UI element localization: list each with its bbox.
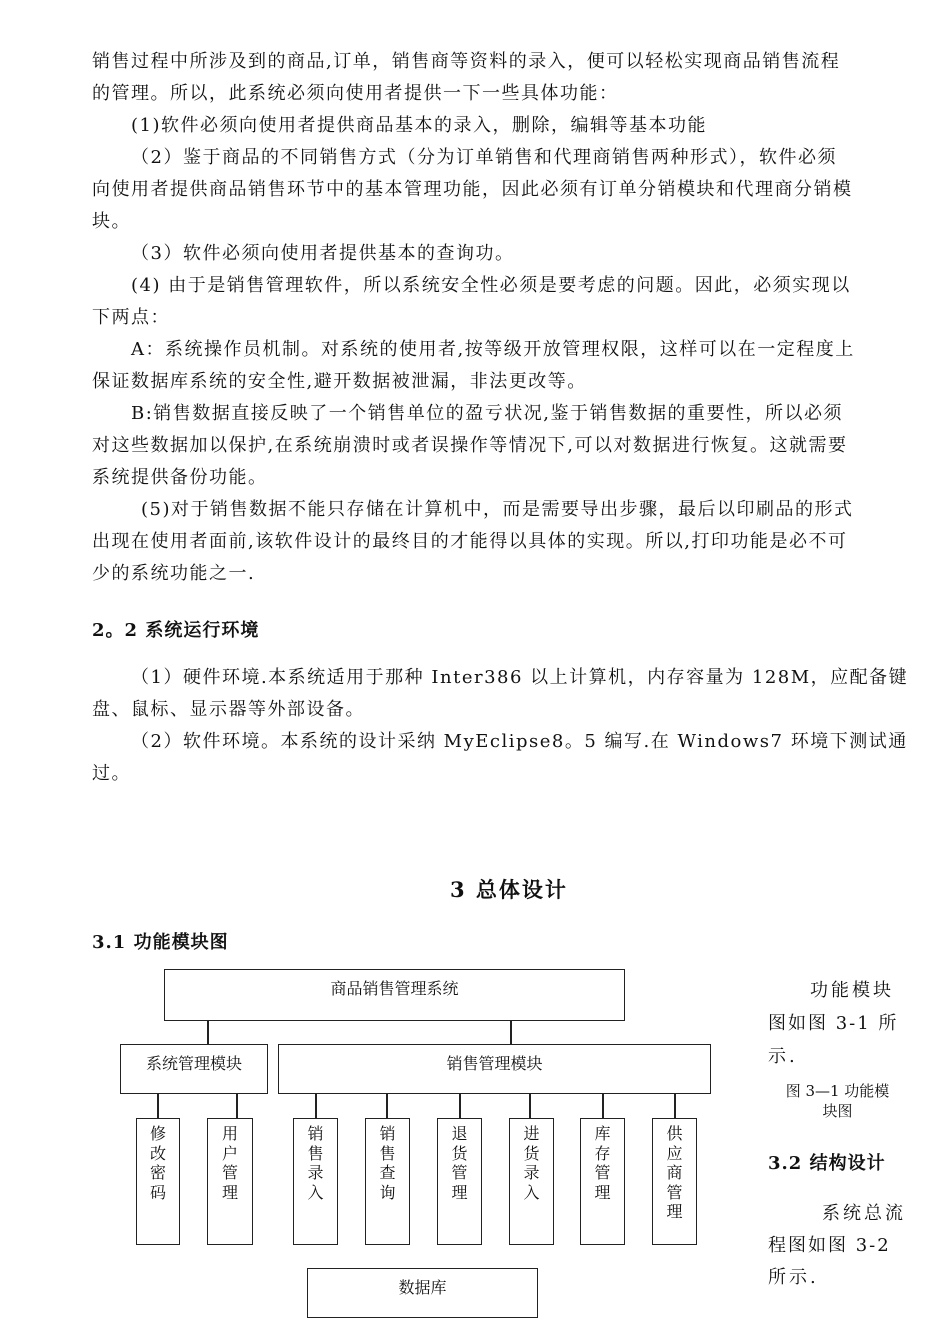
section-heading: 2。2 系统运行环境 xyxy=(92,620,260,641)
body-line: 销售过程中所涉及到的商品,订单，销售商等资料的录入，便可以轻松实现商品销售流程 xyxy=(92,51,841,72)
diagram-leaf-box xyxy=(437,1118,482,1245)
side-text-line: 所示. xyxy=(768,1267,819,1288)
diagram-leaf-box xyxy=(293,1118,338,1245)
body-line: A：系统操作员机制。对系统的使用者,按等级开放管理权限，这样可以在一定程度上 xyxy=(131,339,855,360)
leaf-label: 销售查询 xyxy=(379,1124,396,1202)
body-line: 块。 xyxy=(92,211,131,232)
diagram-sales-module-box: 销售管理模块 xyxy=(278,1044,711,1094)
side-text-line: 功能模块 xyxy=(810,980,894,1001)
diagram-leaf-box xyxy=(652,1118,697,1245)
caption-line: 块图 xyxy=(822,1102,853,1120)
section-heading: 3.1 功能模块图 xyxy=(92,932,229,953)
body-line: 下两点： xyxy=(92,307,170,328)
connector-line xyxy=(529,1093,531,1119)
body-line: 系统提供备份功能。 xyxy=(92,467,268,488)
diagram-leaf-box xyxy=(580,1118,625,1245)
connector-line xyxy=(510,1020,512,1045)
diagram-leaf-box xyxy=(207,1118,253,1245)
connector-line xyxy=(386,1093,388,1119)
body-line: 的管理。所以，此系统必须向使用者提供一下一些具体功能： xyxy=(92,83,619,104)
connector-line xyxy=(602,1093,604,1119)
connector-line xyxy=(236,1093,238,1119)
connector-line xyxy=(157,1093,159,1119)
leaf-label: 销售录入 xyxy=(307,1124,324,1202)
connector-line xyxy=(315,1093,317,1119)
body-line: B:销售数据直接反映了一个销售单位的盈亏状况,鉴于销售数据的重要性，所以必须 xyxy=(131,403,844,424)
body-line: (4) 由于是销售管理软件，所以系统安全性必须是要考虑的问题。因此，必须实现以 xyxy=(131,275,851,296)
diagram-db-box: 数据库 xyxy=(307,1268,538,1318)
figure-caption xyxy=(770,1081,905,1121)
diagram-leaf-box xyxy=(509,1118,554,1245)
side-text-line: 程图如图 3-2 xyxy=(768,1235,891,1256)
diagram-root-box: 商品销售管理系统 xyxy=(164,969,625,1021)
side-text-line: 示. xyxy=(768,1046,798,1067)
chapter-title: 3 总体设计 xyxy=(450,877,568,902)
body-line: 对这些数据加以保护,在系统崩溃时或者误操作等情况下,可以对数据进行恢复。这就需要 xyxy=(92,435,848,456)
body-line: （3）软件必须向使用者提供基本的查询功。 xyxy=(131,243,515,264)
caption-line: 图 3—1 功能模 xyxy=(785,1082,890,1100)
body-line: 过。 xyxy=(92,763,131,784)
body-line: (5)对于销售数据不能只存储在计算机中，而是需要导出步骤，最后以印刷品的形式 xyxy=(141,499,854,520)
leaf-label: 修改密码 xyxy=(150,1124,167,1202)
diagram-leaf-box xyxy=(136,1118,180,1245)
body-line: 少的系统功能之一. xyxy=(92,563,256,584)
leaf-label: 退货管理 xyxy=(451,1124,468,1202)
body-line: 出现在使用者面前,该软件设计的最终目的才能得以具体的实现。所以,打印功能是必不可 xyxy=(92,531,848,552)
side-text-line: 图如图 3-1 所 xyxy=(768,1013,899,1034)
diagram-leaf-box xyxy=(365,1118,410,1245)
leaf-label: 进货录入 xyxy=(523,1124,540,1202)
body-line: 保证数据库系统的安全性,避开数据被泄漏，非法更改等。 xyxy=(92,371,587,392)
diagram-sys-module-box: 系统管理模块 xyxy=(120,1044,268,1094)
side-text-line: 系统总流 xyxy=(822,1203,906,1224)
leaf-label: 用户管理 xyxy=(222,1124,239,1202)
leaf-label: 供应商管理 xyxy=(666,1124,683,1221)
body-line: （2）鉴于商品的不同销售方式（分为订单销售和代理商销售两种形式），软件必须 xyxy=(131,147,837,168)
connector-line xyxy=(459,1093,461,1119)
body-line: 向使用者提供商品销售环节中的基本管理功能，因此必须有订单分销模块和代理商分销模 xyxy=(92,179,853,200)
body-line: （1）硬件环境.本系统适用于那种 Inter386 以上计算机，内存容量为 128M，应配备键 xyxy=(131,667,909,688)
section-heading: 3.2 结构设计 xyxy=(768,1153,886,1174)
body-line: (1)软件必须向使用者提供商品基本的录入，删除，编辑等基本功能 xyxy=(131,115,707,136)
body-line: 盘、鼠标、显示器等外部设备。 xyxy=(92,699,365,720)
leaf-label: 库存管理 xyxy=(594,1124,611,1202)
body-line: （2）软件环境。本系统的设计采纳 MyEclipse8。5 编写.在 Windows7 环境下测试通 xyxy=(131,731,908,752)
connector-line xyxy=(674,1093,676,1119)
connector-line xyxy=(207,1020,209,1045)
